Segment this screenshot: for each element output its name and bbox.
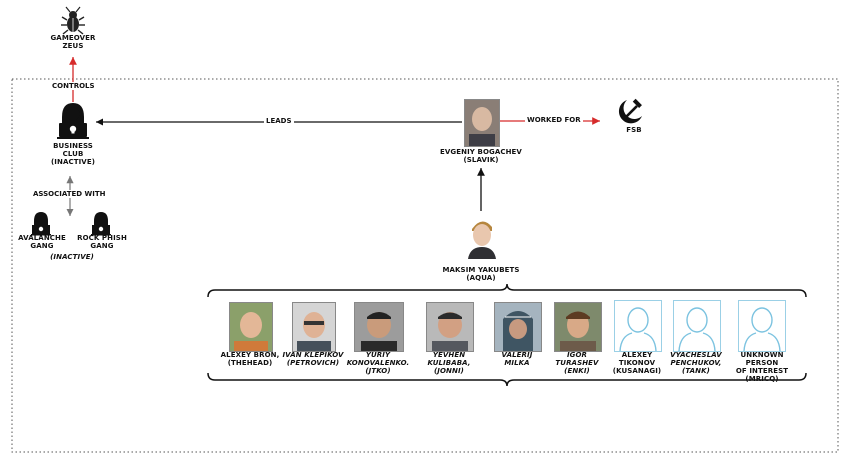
- member-photo: [229, 302, 273, 352]
- fsb-label: FSB: [626, 126, 642, 134]
- person-silhouette-icon: [738, 300, 786, 352]
- yakubets-label: MAKSIM YAKUBETS (AQUA): [442, 266, 520, 282]
- yakubets-photo: [463, 212, 501, 260]
- avalanche-hacker-icon: [31, 212, 51, 236]
- member-name: YEVHEN KULIBABA, (JONNI): [427, 351, 471, 375]
- member-photo: [354, 302, 404, 352]
- member-name: VALERIJ MILKA: [501, 351, 533, 367]
- bug-icon: [61, 7, 85, 34]
- member-name: ALEXEY TIKONOV (KUSANAGI): [612, 351, 662, 375]
- member-photo: [494, 302, 542, 352]
- members-brace-top: [208, 284, 806, 297]
- gangs-status-label: (INACTIVE): [50, 253, 94, 261]
- gameover-zeus-label: GAMEOVER ZEUS: [50, 34, 96, 50]
- member-name: IVAN KLEPIKOV (PETROVICH): [282, 351, 344, 367]
- person-silhouette-icon: [673, 300, 721, 352]
- member-photo: [292, 302, 336, 352]
- hacker-skull-icon: [57, 103, 89, 139]
- group-boundary: [12, 79, 838, 452]
- business-club-label: BUSINESS CLUB (INACTIVE): [51, 142, 95, 166]
- bogachev-label: EVGENIY BOGACHEV (SLAVIK): [440, 148, 522, 164]
- rock-phish-hacker-icon: [91, 212, 111, 236]
- bogachev-photo: [464, 99, 500, 147]
- member-name: UNKNOWN PERSON OF INTEREST (MRICQ): [735, 351, 789, 383]
- member-name: ALEXEY BRON, (THEHEAD): [220, 351, 280, 367]
- associated-with-edge-label: ASSOCIATED WITH: [33, 190, 106, 198]
- member-photo: [554, 302, 602, 352]
- member-name: YURIY KONOVALENKO. (JTKO): [346, 351, 410, 375]
- leads-edge-label: LEADS: [266, 117, 292, 125]
- controls-edge-label: CONTROLS: [52, 82, 95, 90]
- person-silhouette-icon: [614, 300, 662, 352]
- avalanche-gang-label: AVALANCHE GANG: [18, 234, 66, 250]
- hammer-sickle-icon: [619, 99, 642, 124]
- member-photo: [426, 302, 474, 352]
- rock-phish-gang-label: ROCK PHISH GANG: [77, 234, 127, 250]
- worked-for-edge-label: WORKED FOR: [527, 116, 581, 124]
- member-name: IGOR TURASHEV (ENKI): [555, 351, 599, 375]
- member-name: VYACHESLAV PENCHUKOV, (TANK): [670, 351, 722, 375]
